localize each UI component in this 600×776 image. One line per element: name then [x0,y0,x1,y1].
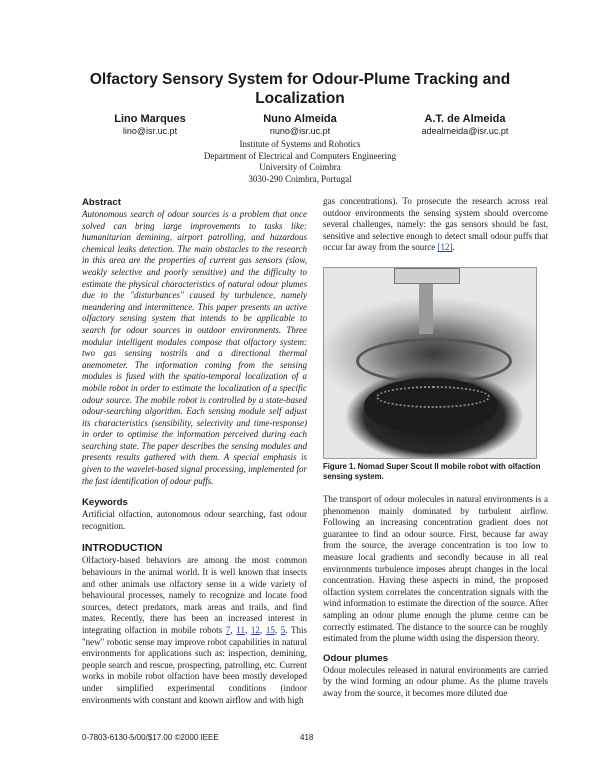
affiliation [150,139,450,185]
continuation-text: gas concentrations). To prosecute the research across real outdoor environments the sensing system should overcome several challenges, namely: the gas sensors should be fast, sensitive and selective enough to detect small odour puffs that occur far away from the source [323,196,548,253]
copyright-notice: 0-7803-6130-5/00/$17.00 ©2000 IEEE [82,733,219,742]
abstract-heading: Abstract [82,197,121,208]
robot-sensor-head [394,268,460,284]
author-block [95,113,205,137]
citation-link[interactable]: 5 [280,625,286,635]
citation-link[interactable]: [12] [437,242,453,253]
keywords-heading: Keywords [82,497,128,509]
author-block [395,113,535,137]
right-column-continuation [323,196,548,254]
citation-link[interactable]: 12 [250,625,260,635]
intro-text-end: . This "new" robotic sense may improve robot capabilities in natural environments for applications such as: inspection, demining, people search and rescue, prospecting, patrolling, etc. Current works in mobile robot olfaction have been mostly developed under simplified experimental conditions (indoor environments with constant and known airflow and with high [82,625,308,705]
author-email: nuno@isr.uc.pt [269,126,331,136]
paper-title: Olfactory Sensory System for Odour-Plume Tracking and Localization [89,71,511,107]
author-name: A.T. de Almeida [424,113,506,125]
continuation-end: . [452,242,455,253]
affiliation-line: Department of Electrical and Computers Engineering [203,150,397,161]
odour-plumes-heading: Odour plumes [323,652,389,664]
figure-caption: Figure 1. Nomad Super Scout II mobile robot with olfaction sensing system. [323,462,541,481]
robot-sonar-ring [376,386,490,408]
author-email: lino@isr.uc.pt [122,126,178,136]
author-name: Nuno Almeida [263,113,337,125]
introduction-text: Olfactory-based behaviors are among the most common behaviours in the animal world. It is well known that insects and other animals use olfactory sense in a wide variety of behavioural processes, namely to recognize and locate food sources, detect predators, mark areas and trails, and find mates. Recently, there has been an increased interest in integrating olfaction in mobile robots 7, 11, 12, 15, 5. This "new" robotic sense may improve robot capabilities in natural environments for applications such as: inspection, demining, people search and rescue, prospecting, patrolling, etc. Current works in mobile robot olfaction have been mostly developed under simplified experimental conditions (indoor environments with constant and known airflow and with high [82,555,308,705]
left-column [82,196,307,706]
body-paragraph: The transport of odour molecules in natural environments is a phenomenon mainly dominated by turbulent airflow. Following an increasing concentration gradient does not guarantee to find an odour source. First, because far away from the source, the average concentration is too low to measure local gradients and secondly because in all real environments turbulence imposes abrupt changes in the local concentration. Having these aspects in mind, the proposed olfaction system correlates the concentration signals with the wind information to estimate the direction of the source. After sampling an odour plume enough the plume centre can be correctly estimated. The distance to the source can be roughly estimated from the plume width using the dispersion theory. [323,494,548,644]
abstract-text: Autonomous search of odour sources is a problem that once solved can bring large improvements to tasks like: humanitarian demining, airport patrolling, and hazardous chemical leaks detection. The main obstacles to the research in this area are the properties of current gas sensors (slow, weakly selective and poorly sensitive) and the difficulty to estimate the physical characteristics of natural odour plumes due to the "disturbances" caused by turbulence, namely meandering and intermittence. This paper presents an active olfactory sensing system that intends to be applicable to search for odour sources in outdoor environments. Three modular intelligent modules compose that olfactory system: two gas sensing nostrils and a directional thermal anemometer. The information coming from the sensing modules is fused with the spatio-temporal localization of a mobile robot in order to estimate the localization of a specific odour source. The mobile robot is controlled by a state-based odour-searching algorithm. Each sensing module self adjust its characteristics (sensibility, selectivity and time-response) in order to optimise the information perceived during each searching state. The paper describes the sensing modules and presents results gathered with them. A special emphasis is given to the wavelet-based signal processing, implemented for the fast identification of odour puffs. [82,209,307,486]
right-column-body [323,494,548,700]
odour-plumes-text: Odour molecules released in natural environments are carried by the wind forming an odour plume. As the plume travels away from the source, it becomes more diluted due [323,664,548,698]
keywords-text: Artificial olfaction, autonomous odour searching, fast odour recognition. [82,509,307,531]
author-block [245,113,355,137]
affiliation-line: University of Coimbra [259,162,341,172]
author-email: adealmeida@isr.uc.pt [421,126,509,136]
author-name: Lino Marques [114,113,186,125]
citation-link[interactable]: 7 [225,625,231,635]
intro-text-start: Olfactory-based behaviors are among the most common behaviours in the animal world. It is well known that insects and other animals use olfactory sense in a wide variety of behavioural processes, namely to recognize and locate food sources, detect predators, mark areas and trails, and find mates. Recently, there has been an increased interest in integrating olfaction in mobile robots [82,555,307,635]
robot-photo [323,267,537,459]
citation-link[interactable]: 15 [265,625,275,635]
page-number: 418 [300,733,314,742]
introduction-heading: INTRODUCTION [82,542,163,555]
affiliation-line: 3030-290 Coimbra, Portugal [248,173,352,184]
affiliation-line: Institute of Systems and Robotics [239,139,361,149]
citation-link[interactable]: 11 [236,625,245,635]
